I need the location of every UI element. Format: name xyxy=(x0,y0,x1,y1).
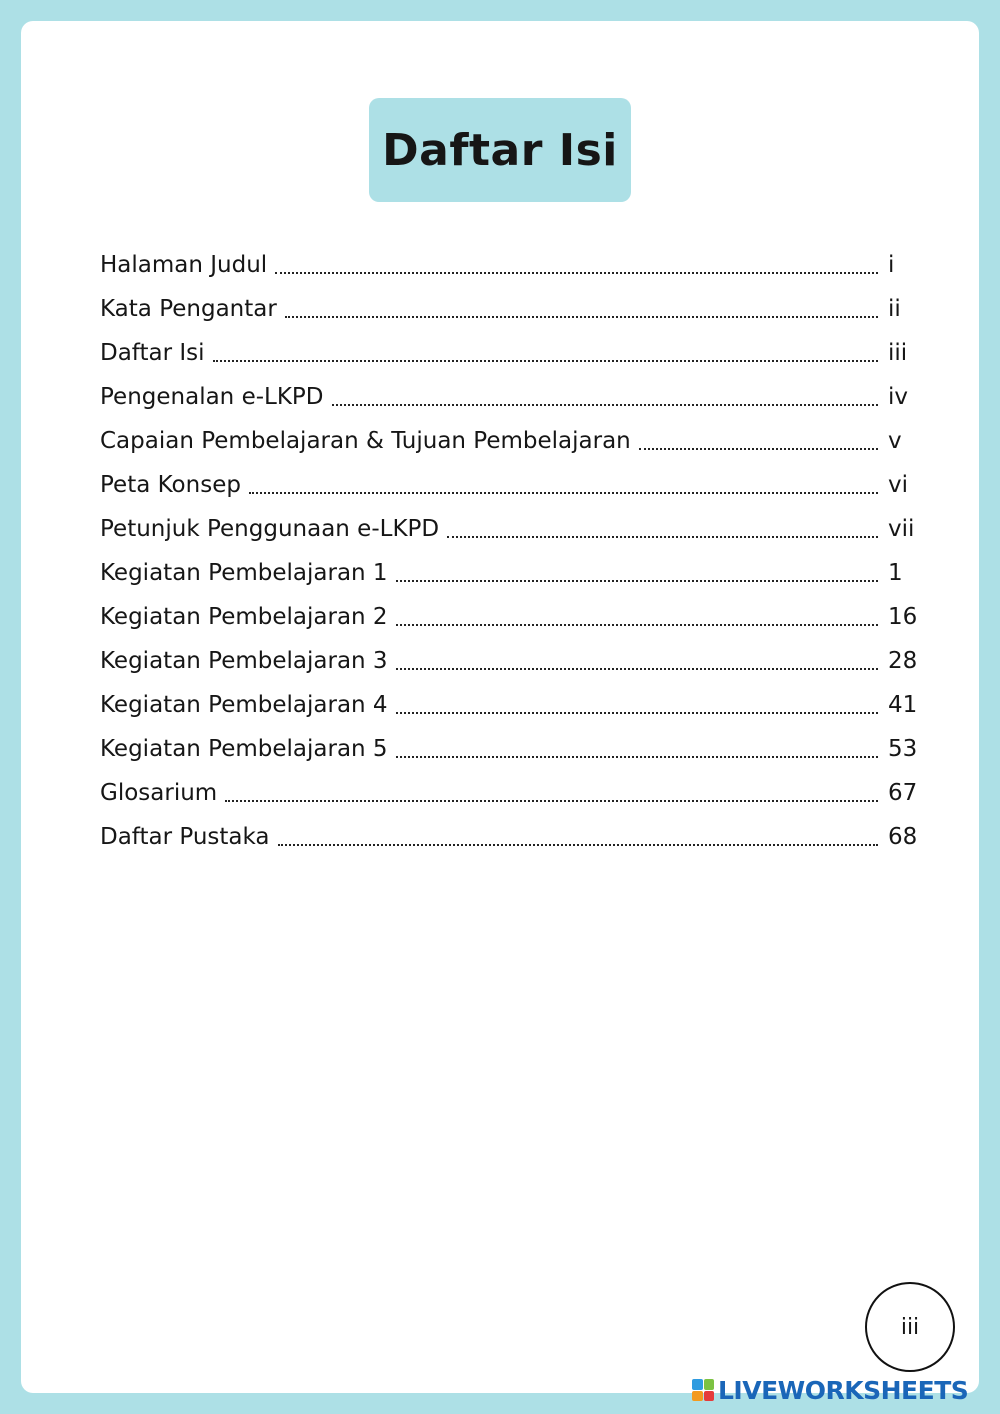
toc-entry-label: Kegiatan Pembelajaran 5 xyxy=(100,736,388,762)
toc-entry-label: Kegiatan Pembelajaran 2 xyxy=(100,604,388,630)
toc-entry-page: iii xyxy=(888,340,908,366)
toc-entry-page: iv xyxy=(888,384,909,410)
dot-leader xyxy=(278,844,878,846)
toc-entry-label: Pengenalan e-LKPD xyxy=(100,384,324,410)
toc-entry[interactable] xyxy=(100,683,921,727)
toc-entry[interactable] xyxy=(100,331,921,375)
toc-entry[interactable] xyxy=(100,771,921,815)
toc-entry[interactable] xyxy=(100,639,921,683)
toc-entry-page: vii xyxy=(888,516,915,542)
toc-entry-page: 53 xyxy=(888,736,918,762)
page-title: Daftar Isi xyxy=(382,124,618,176)
title-box xyxy=(369,98,631,202)
toc-entry[interactable] xyxy=(100,463,921,507)
liveworksheets-logo-icon xyxy=(692,1379,714,1401)
dot-leader xyxy=(275,272,878,274)
dot-leader xyxy=(396,712,878,714)
toc-entry-label: Capaian Pembelajaran & Tujuan Pembelajaran xyxy=(100,428,631,454)
toc-entry-page: vi xyxy=(888,472,909,498)
toc-entry-page: 1 xyxy=(888,560,903,586)
toc-entry-label: Peta Konsep xyxy=(100,472,241,498)
logo-square xyxy=(704,1391,715,1402)
watermark-text: LIVEWORKSHEETS xyxy=(718,1375,969,1405)
dot-leader xyxy=(332,404,879,406)
toc-entry[interactable] xyxy=(100,595,921,639)
toc-entry-label: Kegiatan Pembelajaran 1 xyxy=(100,560,388,586)
dot-leader xyxy=(639,448,878,450)
dot-leader xyxy=(285,316,878,318)
toc-entry-page: 41 xyxy=(888,692,918,718)
toc-entry-page: ii xyxy=(888,296,901,322)
toc-entry[interactable] xyxy=(100,815,921,859)
logo-square xyxy=(704,1379,715,1390)
toc-entry[interactable] xyxy=(100,507,921,551)
toc-entry-page: 67 xyxy=(888,780,918,806)
dot-leader xyxy=(249,492,878,494)
toc-entry-page: 16 xyxy=(888,604,918,630)
toc-entry-page: 68 xyxy=(888,824,918,850)
dot-leader xyxy=(396,580,878,582)
toc-entry[interactable] xyxy=(100,375,921,419)
dot-leader xyxy=(225,800,878,802)
page-number-badge xyxy=(865,1282,955,1372)
document-page xyxy=(21,21,979,1393)
page-number: iii xyxy=(900,1314,920,1340)
liveworksheets-watermark[interactable] xyxy=(692,1376,968,1404)
table-of-contents xyxy=(100,243,921,859)
toc-entry[interactable] xyxy=(100,551,921,595)
toc-entry[interactable] xyxy=(100,419,921,463)
dot-leader xyxy=(213,360,878,362)
logo-square xyxy=(692,1379,703,1390)
dot-leader xyxy=(447,536,878,538)
toc-entry-page: i xyxy=(888,252,895,278)
toc-entry-label: Glosarium xyxy=(100,780,218,806)
dot-leader xyxy=(396,756,878,758)
toc-entry[interactable] xyxy=(100,243,921,287)
toc-entry[interactable] xyxy=(100,287,921,331)
toc-entry-label: Kata Pengantar xyxy=(100,296,277,322)
toc-entry-label: Petunjuk Penggunaan e-LKPD xyxy=(100,516,440,542)
logo-square xyxy=(692,1391,703,1402)
toc-entry-label: Kegiatan Pembelajaran 4 xyxy=(100,692,388,718)
toc-entry-page: v xyxy=(888,428,902,454)
toc-entry-page: 28 xyxy=(888,648,918,674)
toc-entry-label: Halaman Judul xyxy=(100,252,268,278)
toc-entry-label: Daftar Isi xyxy=(100,340,205,366)
toc-entry-label: Daftar Pustaka xyxy=(100,824,270,850)
toc-entry[interactable] xyxy=(100,727,921,771)
dot-leader xyxy=(396,624,878,626)
toc-entry-label: Kegiatan Pembelajaran 3 xyxy=(100,648,388,674)
dot-leader xyxy=(396,668,878,670)
